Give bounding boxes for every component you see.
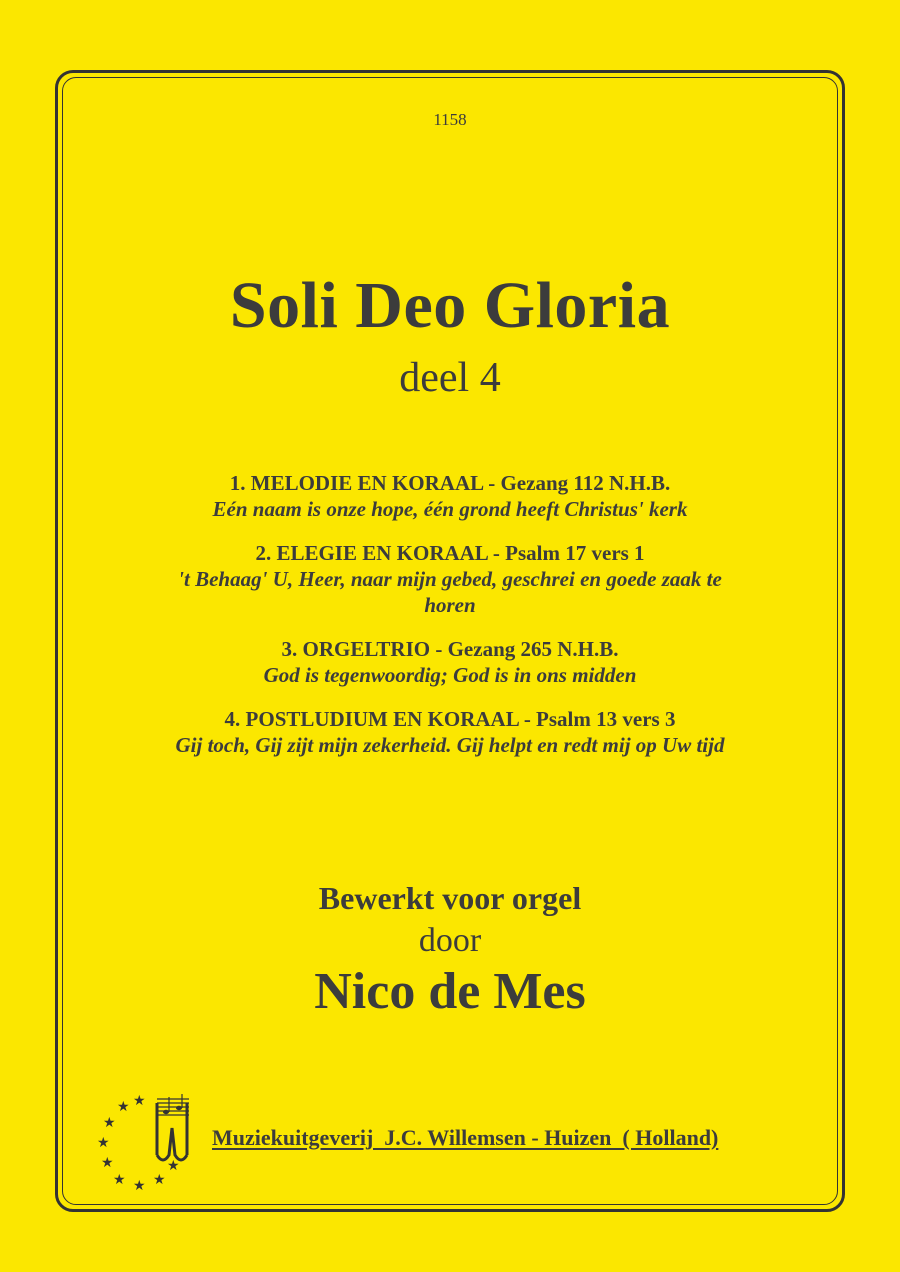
svg-text:★: ★: [167, 1158, 180, 1174]
arrangement-note: Bewerkt voor orgel: [318, 880, 582, 916]
list-item: [0, 540, 900, 618]
item-heading: [0, 470, 900, 496]
item-source: - Gezang 265 N.H.B.: [435, 637, 619, 661]
list-item: [0, 636, 900, 688]
item-heading: [0, 540, 900, 566]
svg-text:★: ★: [133, 1093, 146, 1109]
svg-text:★: ★: [97, 1135, 110, 1151]
item-text: Gij toch, Gij zijt mijn zekerheid. Gij helpt en redt mij op Uw tijd: [175, 733, 725, 757]
svg-text:★: ★: [101, 1155, 114, 1171]
item-heading: [0, 706, 900, 732]
willemsen-star-logo-icon: [95, 1093, 195, 1193]
contents-list: [0, 470, 900, 776]
item-source: - Psalm 17 vers 1: [492, 541, 645, 565]
by-label: door: [418, 922, 482, 959]
item-text: 't Behaag' U, Heer, naar mijn gebed, geschrei en goede zaak te horen: [178, 567, 722, 617]
svg-text:★: ★: [153, 1172, 166, 1188]
item-text: Eén naam is onze hope, één grond heeft Christus' kerk: [212, 497, 688, 521]
svg-text:★: ★: [133, 1178, 146, 1193]
item-title: 2. ELEGIE EN KORAAL: [255, 541, 488, 565]
volume-subtitle: deel 4: [399, 355, 501, 401]
svg-text:★: ★: [113, 1172, 126, 1188]
item-source: - Gezang 112 N.H.B.: [488, 471, 671, 495]
svg-text:★: ★: [103, 1115, 116, 1131]
item-title: 1. MELODIE EN KORAAL: [229, 471, 483, 495]
list-item: [0, 470, 900, 522]
item-title: 3. ORGELTRIO: [281, 637, 431, 661]
item-source: - Psalm 13 vers 3: [523, 707, 676, 731]
item-text: God is tegenwoordig; God is in ons midden: [263, 663, 637, 687]
list-item: [0, 706, 900, 758]
item-title: 4. POSTLUDIUM EN KORAAL: [224, 707, 519, 731]
publisher-line: Muziekuitgeverij J.C. Willemsen - Huizen ( Holland): [212, 1125, 719, 1150]
item-heading: [0, 636, 900, 662]
catalog-number: 1158: [433, 110, 467, 129]
composer-name: Nico de Mes: [314, 963, 586, 1020]
page-title: Soli Deo Gloria: [229, 269, 671, 342]
svg-text:★: ★: [117, 1099, 130, 1115]
